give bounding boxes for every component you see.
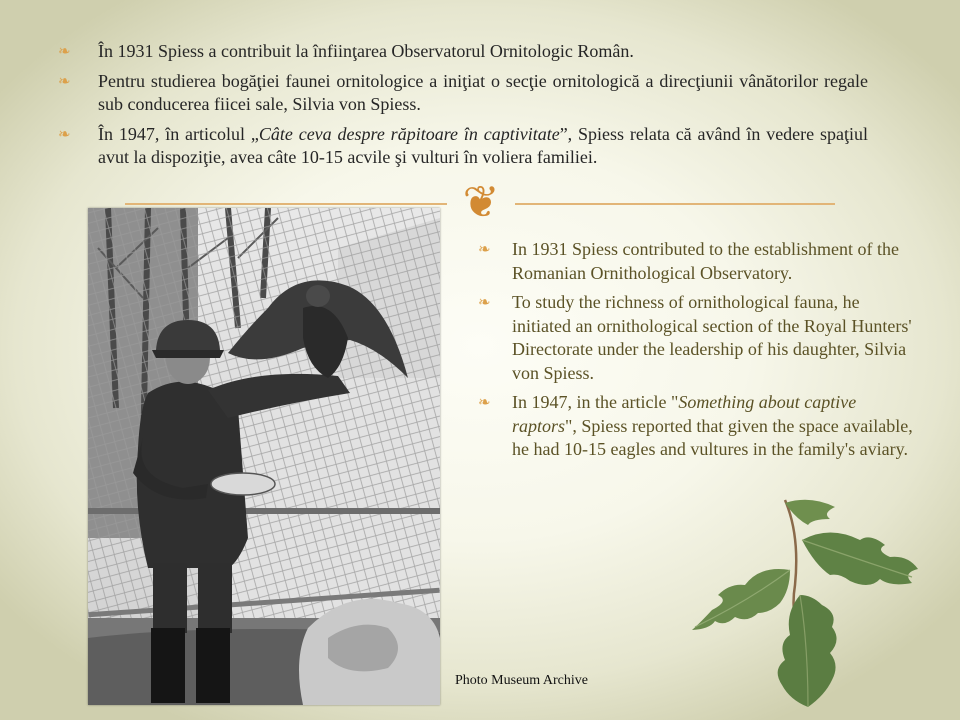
article-title: Câte ceva despre răpitoare în captivitate [258,123,560,144]
english-bullet-list [478,238,918,468]
romanian-bullet-1 [58,40,868,64]
article-title: Something about captive raptors [512,392,857,436]
english-bullet-3 [478,391,918,462]
bullet-text: In 1931 Spiess contributed to the establishment of the Romanian Ornithological Observatory. [512,239,899,283]
bullet-text: În 1931 Spiess a contribuit la înfiinţarea Observatorul Ornitologic Român. [98,41,634,61]
historical-photo [88,208,440,705]
fleuron-ornament-icon: ❦ [462,177,500,228]
fleuron-bullet-icon: ❧ [478,393,491,411]
romanian-bullet-3 [58,123,868,170]
english-bullet-2 [478,291,918,385]
english-bullet-1 [478,238,918,285]
bullet-text-prefix: În 1947, în articolul „ [98,123,259,144]
oak-leaf-decoration [690,495,940,715]
bullet-text-suffix: ”, Spiess relata că având în vedere spaţiul avut la dispoziţie, avea câte 10-15 acvile şi vulturi în voliera familiei. [98,123,868,167]
divider-line-left [125,203,447,205]
fleuron-bullet-icon: ❧ [58,42,71,60]
bullet-text-prefix: In 1947, in the article " [512,392,679,412]
fleuron-bullet-icon: ❧ [478,293,491,311]
romanian-bullet-list [58,40,868,176]
fleuron-bullet-icon: ❧ [478,240,491,258]
bullet-text-suffix: ", Spiess reported that given the space available, he had 10-15 eagles and vultures in the family's aviary. [512,415,913,459]
bullet-text: Pentru studierea bogăţiei faunei ornitologice a iniţiat o secţie ornitologică a direcţiunii vânătorilor regale sub conducerea fiicei sale, Silvia von Spiess. [98,70,868,114]
bullet-text: To study the richness of ornithological fauna, he initiated an ornithological section of the Royal Hunters' Directorate under the leadership of his daughter, Silvia von Spiess. [512,292,912,383]
photo-caption: Photo Museum Archive [455,673,588,688]
fleuron-bullet-icon: ❧ [58,124,71,143]
divider-line-right [515,203,835,205]
fleuron-bullet-icon: ❧ [58,71,71,90]
romanian-bullet-2 [58,70,868,117]
